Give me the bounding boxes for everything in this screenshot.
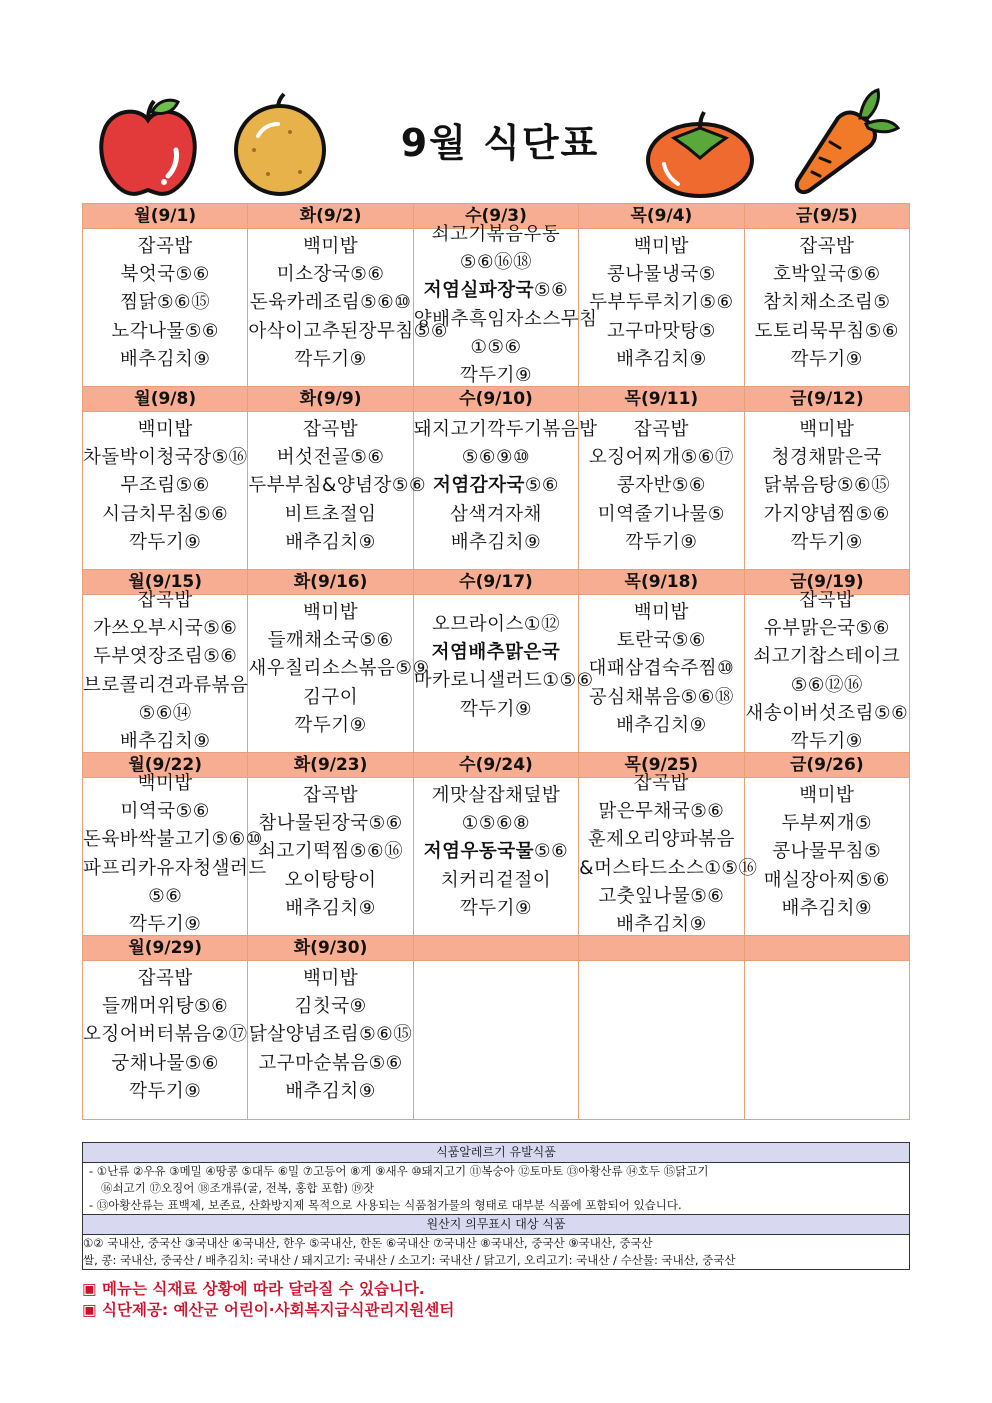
menu-item bbox=[83, 615, 247, 643]
menu-item bbox=[248, 416, 412, 444]
menu-item-name: 찜닭⑤⑥⑮ bbox=[120, 292, 211, 314]
allergy-list-1: - ①난류 ②우유 ③메밀 ④땅콩 ⑤대두 ⑥밀 ⑦고등어 ⑧게 ⑨새우 ⑩돼지고기 ⑪복숭아 ⑫토마토 ⑬아황산류 ⑭호두 ⑮닭고기 bbox=[89, 1164, 709, 1178]
week-menu-row bbox=[83, 412, 910, 570]
menu-item bbox=[83, 1050, 247, 1078]
menu-item bbox=[248, 529, 412, 557]
menu-item bbox=[248, 655, 430, 683]
menu-item bbox=[745, 346, 909, 374]
menu-item-name: 들깨머위탕⑤⑥ bbox=[102, 996, 229, 1018]
menu-item bbox=[745, 672, 909, 700]
menu-item-name: 들깨채소국⑤⑥ bbox=[267, 630, 394, 652]
menu-item-name: ⑤⑥ bbox=[148, 885, 183, 907]
menu-item bbox=[579, 416, 743, 444]
day-menu-cell bbox=[413, 778, 578, 936]
menu-item bbox=[414, 639, 578, 667]
menu-item bbox=[745, 416, 909, 444]
day-menu-cell bbox=[248, 595, 430, 753]
day-menu-cell bbox=[744, 229, 909, 387]
menu-item bbox=[579, 655, 743, 683]
menu-item bbox=[745, 782, 909, 810]
day-header: 월(9/1) bbox=[83, 204, 248, 229]
menu-item bbox=[83, 883, 247, 911]
menu-item-name: 배추김치⑨ bbox=[781, 897, 873, 919]
menu-item-name: 두부엿장조림⑤⑥ bbox=[92, 646, 238, 668]
menu-item-name: 김구이 bbox=[303, 686, 359, 708]
menu-item-name: 깍두기⑨ bbox=[129, 914, 202, 936]
day-header: 화(9/23) bbox=[248, 753, 413, 778]
menu-item bbox=[248, 712, 412, 740]
menu-item-name: 깍두기⑨ bbox=[459, 365, 533, 387]
menu-item bbox=[248, 261, 412, 289]
menu-item-name: 차돌박이청국장⑤⑯ bbox=[83, 447, 248, 469]
menu-item bbox=[745, 810, 909, 838]
menu-item-name: 궁채나물⑤⑥ bbox=[111, 1052, 220, 1074]
menu-item bbox=[745, 615, 909, 643]
page-title: 9월 식단표 bbox=[400, 121, 600, 165]
day-header: 화(9/2) bbox=[248, 204, 413, 229]
menu-item-name: 마카로니샐러드①⑤⑥ bbox=[413, 670, 594, 692]
menu-item bbox=[745, 318, 909, 346]
menu-item-name: 호박잎국⑤⑥ bbox=[772, 264, 881, 286]
menu-item-name: 백미밥 bbox=[137, 419, 193, 440]
menu-item-name: ①⑤⑥⑧ bbox=[461, 813, 531, 835]
menu-item-name: 미역국⑤⑥ bbox=[120, 801, 210, 823]
menu-item bbox=[745, 867, 909, 895]
menu-item-name: 돈육카레조림⑤⑥⑩ bbox=[249, 292, 412, 314]
menu-item-name: ⑤⑥⑯⑱ bbox=[459, 252, 533, 274]
allergy-info-box bbox=[82, 1142, 910, 1270]
provider-note: ▣ 식단제공: 예산군 어린이·사회복지급식관리지원센터 bbox=[82, 1301, 455, 1319]
menu-item bbox=[745, 587, 909, 615]
day-header: 금(9/5) bbox=[744, 204, 909, 229]
menu-item bbox=[248, 895, 412, 923]
menu-item-name: 비트초절임 bbox=[284, 503, 377, 525]
menu-item-name: 잡곡밥 bbox=[137, 236, 193, 257]
day-menu-cell bbox=[744, 961, 909, 1120]
day-header: 수(9/24) bbox=[413, 753, 578, 778]
menu-item bbox=[83, 233, 247, 261]
menu-item bbox=[83, 1021, 247, 1049]
menu-item bbox=[248, 1021, 412, 1049]
day-menu-cell bbox=[579, 412, 744, 570]
menu-item bbox=[248, 810, 412, 838]
menu-item-allergens: ⑤⑥ bbox=[534, 280, 569, 302]
menu-item bbox=[413, 667, 594, 695]
menu-item bbox=[83, 770, 247, 798]
day-menu-cell bbox=[83, 229, 248, 387]
day-menu-cell bbox=[744, 778, 909, 936]
menu-item bbox=[579, 883, 743, 911]
menu-item bbox=[248, 965, 412, 993]
day-header: 목(9/11) bbox=[579, 387, 744, 412]
menu-item bbox=[745, 289, 909, 317]
menu-item bbox=[579, 826, 743, 854]
menu-item-name: 배추김치⑨ bbox=[285, 897, 376, 919]
day-header: 금(9/26) bbox=[744, 753, 909, 778]
menu-item-name: 고구마맛탕⑤ bbox=[606, 320, 716, 342]
menu-item bbox=[414, 782, 578, 810]
day-menu-cell bbox=[413, 961, 578, 1120]
menu-item-name: 배추김치⑨ bbox=[119, 348, 211, 370]
menu-item bbox=[414, 895, 578, 923]
menu-item-name: ⑤⑥⑫⑯ bbox=[790, 674, 863, 696]
day-menu-cell bbox=[83, 590, 249, 753]
menu-item-name: 깍두기⑨ bbox=[129, 1080, 202, 1102]
menu-item bbox=[83, 261, 247, 289]
menu-item-allergens: ⑤⑥ bbox=[534, 841, 569, 863]
menu-item-name: 깍두기⑨ bbox=[294, 348, 367, 370]
day-menu-cell bbox=[579, 773, 758, 936]
carrot-icon bbox=[790, 88, 902, 198]
day-header: 월(9/22) bbox=[83, 753, 248, 778]
week-menu-row bbox=[83, 595, 910, 753]
menu-item bbox=[248, 289, 412, 317]
menu-item-name: 삼색겨자채 bbox=[450, 503, 542, 525]
allergy-list-2: ⑯쇠고기 ⑰오징어 ⑱조개류(굴, 전복, 홍합 포함) ⑲잣 bbox=[101, 1181, 375, 1195]
menu-item bbox=[83, 993, 247, 1021]
apple-icon bbox=[96, 98, 200, 198]
day-header: 월(9/8) bbox=[83, 387, 248, 412]
menu-item bbox=[414, 249, 578, 277]
day-header: 화(9/30) bbox=[248, 936, 413, 961]
menu-item bbox=[248, 1050, 412, 1078]
menu-item-name: 미역줄기나물⑤ bbox=[597, 503, 726, 525]
menu-change-note: ▣ 메뉴는 식재료 상황에 따라 달라질 수 있습니다. bbox=[82, 1280, 425, 1298]
menu-item bbox=[414, 696, 578, 724]
menu-item-name: 깍두기⑨ bbox=[459, 897, 533, 919]
menu-item-name: 시금치무침⑤⑥ bbox=[102, 503, 229, 525]
menu-item-name: 새송이버섯조림⑤⑥ bbox=[745, 702, 909, 724]
menu-item-name: 배추김치⑨ bbox=[616, 348, 707, 370]
menu-item bbox=[248, 867, 412, 895]
menu-item bbox=[745, 472, 909, 500]
menu-calendar bbox=[82, 203, 910, 1120]
menu-item-name: 치커리겉절이 bbox=[440, 869, 552, 891]
menu-item-name: 백미밥 bbox=[633, 602, 689, 623]
day-menu-cell bbox=[413, 595, 594, 753]
menu-item-name: 저염배추맑은국 bbox=[431, 642, 561, 664]
menu-item-name: 잡곡밥 bbox=[799, 236, 855, 257]
menu-item bbox=[579, 529, 743, 557]
day-menu-cell bbox=[248, 778, 413, 936]
menu-item bbox=[83, 416, 247, 444]
menu-item bbox=[414, 472, 578, 500]
menu-item bbox=[414, 221, 578, 249]
menu-item bbox=[579, 627, 743, 655]
menu-item bbox=[248, 346, 412, 374]
menu-item-name: 백미밥 bbox=[799, 785, 855, 806]
menu-item bbox=[414, 277, 578, 305]
menu-item-name: 게맛살잡채덮밥 bbox=[431, 785, 561, 806]
day-header: 수(9/3) bbox=[413, 204, 578, 229]
day-menu-cell bbox=[83, 412, 248, 570]
menu-item-name: 토란국⑤⑥ bbox=[616, 630, 707, 652]
menu-item-name: ①⑤⑥ bbox=[470, 336, 522, 358]
menu-item bbox=[248, 838, 412, 866]
menu-item-name: 깍두기⑨ bbox=[790, 731, 863, 753]
week-header-row bbox=[83, 936, 910, 961]
menu-item-name: 백미밥 bbox=[303, 968, 359, 989]
menu-item-name: 배추김치⑨ bbox=[450, 531, 542, 553]
menu-item bbox=[248, 782, 412, 810]
menu-item-name: 아삭이고추된장무침⑤⑥ bbox=[248, 320, 448, 342]
menu-item-name: 잡곡밥 bbox=[303, 785, 359, 806]
menu-item bbox=[83, 672, 247, 700]
menu-item-name: 백미밥 bbox=[303, 602, 359, 623]
day-menu-cell bbox=[83, 773, 267, 936]
menu-item bbox=[248, 444, 412, 472]
menu-item bbox=[248, 627, 412, 655]
day-menu-cell bbox=[579, 595, 744, 753]
menu-item-name: 잡곡밥 bbox=[633, 773, 689, 794]
day-header: 월(9/29) bbox=[83, 936, 248, 961]
week-header-row bbox=[83, 387, 910, 412]
menu-item-name: 쇠고기떡찜⑤⑥⑯ bbox=[258, 841, 404, 863]
menu-item-name: 닭살양념조림⑤⑥⑮ bbox=[248, 1024, 413, 1046]
menu-item-name: 잡곡밥 bbox=[799, 590, 855, 611]
menu-item-name: 깍두기⑨ bbox=[294, 714, 367, 736]
menu-item-name: 저염감자국 bbox=[432, 475, 525, 497]
menu-item-name: 오징어찌개⑤⑥⑰ bbox=[588, 447, 734, 469]
menu-item bbox=[579, 501, 743, 529]
menu-item bbox=[579, 261, 743, 289]
menu-item-name: 양배추흑임자소스무침 bbox=[413, 308, 598, 330]
menu-item-name: 두부부침&양념장⑤⑥ bbox=[248, 475, 427, 497]
menu-item bbox=[83, 501, 247, 529]
menu-item-name: ⑤⑥⑭ bbox=[138, 702, 192, 724]
menu-item bbox=[248, 599, 412, 627]
menu-item bbox=[745, 838, 909, 866]
persimmon-icon bbox=[644, 108, 756, 198]
menu-item bbox=[579, 318, 743, 346]
menu-item-name: 대패삼겹숙주찜⑩ bbox=[588, 658, 735, 680]
menu-item-name: &머스타드소스①⑤⑯ bbox=[579, 857, 758, 879]
menu-item bbox=[248, 993, 412, 1021]
day-header: 목(9/25) bbox=[579, 753, 744, 778]
menu-item bbox=[83, 643, 247, 671]
menu-item-name: 가쓰오부시국⑤⑥ bbox=[92, 618, 238, 640]
menu-item-name: 북엇국⑤⑥ bbox=[120, 264, 210, 286]
menu-item-name: 참치채소조림⑤ bbox=[763, 292, 891, 314]
day-header: 수(9/17) bbox=[413, 570, 578, 595]
origin-list-1: ①② 국내산, 중국산 ③국내산 ④국내산, 한우 ⑤국내산, 한돈 ⑥국내산 ⑦국내산 ⑧국내산, 중국산 ⑨국내산, 중국산 bbox=[83, 1236, 653, 1250]
menu-item-name: 무조림⑤⑥ bbox=[120, 475, 210, 497]
menu-item-name: 두부두루치기⑤⑥ bbox=[589, 292, 734, 314]
menu-item bbox=[248, 472, 427, 500]
menu-item-name: 고구마순볶음⑤⑥ bbox=[258, 1052, 403, 1074]
menu-item-name: 백미밥 bbox=[799, 419, 855, 440]
menu-item bbox=[579, 712, 743, 740]
day-menu-cell bbox=[83, 961, 248, 1120]
menu-item-name: 도토리묵무침⑤⑥ bbox=[754, 320, 899, 342]
menu-item-name: 훈제오리양파볶음 bbox=[587, 829, 735, 851]
menu-item bbox=[745, 529, 909, 557]
menu-item-name: 맑은무채국⑤⑥ bbox=[598, 801, 725, 823]
menu-item-name: 미소장국⑤⑥ bbox=[276, 264, 385, 286]
menu-item bbox=[579, 855, 758, 883]
menu-item bbox=[745, 501, 909, 529]
origin-heading: 원산지 의무표시 대상 식품 bbox=[83, 1214, 909, 1235]
menu-item-name: 백미밥 bbox=[633, 236, 689, 257]
menu-item-name: 백미밥 bbox=[137, 773, 193, 794]
menu-item-name: 배추김치⑨ bbox=[616, 714, 707, 736]
menu-item-name: 저염실파장국 bbox=[423, 280, 534, 302]
menu-item-name: 돈육바싹불고기⑤⑥⑩ bbox=[83, 829, 263, 851]
menu-item bbox=[83, 529, 247, 557]
menu-item-name: 깍두기⑨ bbox=[790, 531, 863, 553]
menu-item bbox=[83, 855, 267, 883]
menu-item-name: 가지양념찜⑤⑥ bbox=[763, 503, 890, 525]
menu-item bbox=[414, 867, 578, 895]
menu-item-name: 깍두기⑨ bbox=[129, 531, 202, 553]
day-header: 목(9/18) bbox=[579, 570, 744, 595]
menu-item-name: 깍두기⑨ bbox=[790, 348, 863, 370]
menu-item bbox=[579, 233, 743, 261]
menu-item bbox=[83, 826, 263, 854]
week-menu-row bbox=[83, 778, 910, 936]
menu-item-name: 오므라이스①⑫ bbox=[432, 614, 560, 635]
menu-item-name: 잡곡밥 bbox=[633, 419, 689, 440]
menu-item-name: 콩나물무침⑤ bbox=[772, 841, 882, 863]
menu-item-name: 새우칠리소스볶음⑤⑨ bbox=[248, 658, 430, 680]
menu-item bbox=[414, 501, 578, 529]
day-header: 금(9/19) bbox=[744, 570, 909, 595]
menu-item bbox=[579, 684, 743, 712]
menu-item-name: 유부맑은국⑤⑥ bbox=[763, 618, 890, 640]
pear-icon bbox=[228, 92, 332, 198]
week-menu-row bbox=[83, 229, 910, 387]
menu-item-name: 고춧잎나물⑤⑥ bbox=[598, 885, 725, 907]
menu-item-name: 두부찌개⑤ bbox=[781, 813, 873, 835]
day-menu-cell bbox=[413, 224, 598, 387]
menu-item-name: 노각나물⑤⑥ bbox=[111, 320, 220, 342]
page-header bbox=[0, 0, 992, 200]
day-header: 화(9/16) bbox=[248, 570, 413, 595]
menu-item bbox=[745, 643, 909, 671]
week-menu-row bbox=[83, 961, 910, 1120]
menu-item-name: 파프리카유자청샐러드 bbox=[83, 857, 267, 879]
day-menu-cell bbox=[248, 412, 427, 570]
menu-item bbox=[414, 529, 578, 557]
menu-item bbox=[83, 965, 247, 993]
menu-item-name: 백미밥 bbox=[303, 236, 359, 257]
menu-item bbox=[248, 233, 412, 261]
menu-item-name: 참나물된장국⑤⑥ bbox=[258, 813, 403, 835]
menu-item bbox=[579, 770, 743, 798]
menu-item bbox=[579, 472, 743, 500]
menu-item bbox=[83, 289, 247, 317]
allergy-sulfite-note: - ⑬아황산류는 표백제, 보존료, 산화방지제 목적으로 사용되는 식품첨가물의 형태로 대부분 식품에 포함되어 있습니다. bbox=[89, 1198, 682, 1212]
menu-item bbox=[414, 838, 578, 866]
day-header: 월(9/15) bbox=[83, 570, 248, 595]
menu-item-name: 공심채볶음⑤⑥⑱ bbox=[588, 686, 734, 708]
menu-item bbox=[83, 587, 247, 615]
menu-item bbox=[248, 318, 448, 346]
menu-item-name: 쇠고기볶음우동 bbox=[431, 224, 561, 245]
day-menu-cell bbox=[579, 229, 744, 387]
menu-item bbox=[414, 611, 578, 639]
menu-item-name: 청경채맑은국 bbox=[771, 447, 882, 469]
day-menu-cell bbox=[744, 412, 909, 570]
menu-item-name: 닭볶음탕⑤⑥⑮ bbox=[763, 475, 891, 497]
day-header: 금(9/12) bbox=[744, 387, 909, 412]
day-header bbox=[744, 936, 909, 961]
menu-item bbox=[413, 306, 598, 334]
menu-item bbox=[745, 444, 909, 472]
menu-item bbox=[413, 416, 598, 444]
menu-item-name: 쇠고기찹스테이크 bbox=[753, 646, 901, 668]
menu-item-name: 돼지고기깍두기볶음밥 bbox=[413, 419, 598, 440]
menu-item bbox=[83, 1078, 247, 1106]
menu-item bbox=[83, 472, 247, 500]
menu-item-name: 깍두기⑨ bbox=[625, 531, 698, 553]
menu-item bbox=[579, 798, 743, 826]
menu-item bbox=[248, 684, 412, 712]
menu-item bbox=[745, 261, 909, 289]
menu-item-name: 브로콜리견과류볶음 bbox=[83, 674, 249, 696]
menu-item bbox=[83, 444, 247, 472]
day-header: 수(9/10) bbox=[413, 387, 578, 412]
menu-item-name: 잡곡밥 bbox=[303, 419, 359, 440]
menu-item bbox=[414, 444, 578, 472]
menu-item bbox=[745, 700, 909, 728]
menu-item bbox=[248, 1078, 412, 1106]
menu-item-name: 오이탕탕이 bbox=[284, 869, 377, 891]
menu-item-name: 잡곡밥 bbox=[137, 968, 193, 989]
menu-item-name: 잡곡밥 bbox=[137, 590, 193, 611]
menu-item bbox=[745, 895, 909, 923]
menu-item-name: 오징어버터볶음②⑰ bbox=[83, 1024, 248, 1046]
day-menu-cell bbox=[744, 590, 909, 753]
day-menu-cell bbox=[248, 961, 413, 1120]
menu-item-name: 저염우동국물 bbox=[423, 841, 534, 863]
day-header: 화(9/9) bbox=[248, 387, 413, 412]
menu-item bbox=[83, 798, 247, 826]
day-header: 목(9/4) bbox=[579, 204, 744, 229]
menu-item bbox=[83, 346, 247, 374]
menu-item-name: 콩자반⑤⑥ bbox=[616, 475, 707, 497]
menu-item-name: 배추김치⑨ bbox=[119, 731, 211, 753]
origin-list-2: 쌀, 콩: 국내산, 중국산 / 배추김치: 국내산 / 돼지고기: 국내산 / 소고기: 국내산 / 닭고기, 오리고기: 국내산 / 수산물: 국내산, 중국산 bbox=[83, 1253, 736, 1267]
menu-item-name: 배추김치⑨ bbox=[285, 1080, 376, 1102]
day-menu-cell bbox=[413, 412, 598, 570]
menu-item bbox=[83, 700, 247, 728]
menu-item bbox=[579, 289, 743, 317]
day-menu-cell bbox=[248, 229, 448, 387]
menu-item-name: 배추김치⑨ bbox=[616, 914, 707, 936]
menu-item bbox=[579, 599, 743, 627]
menu-item bbox=[83, 318, 247, 346]
menu-item bbox=[579, 444, 743, 472]
menu-item-name: 김칫국⑨ bbox=[294, 996, 367, 1018]
menu-item-name: 버섯전골⑤⑥ bbox=[276, 447, 385, 469]
allergy-heading: 식품알레르기 유발식품 bbox=[83, 1143, 909, 1163]
menu-item-name: 콩나물냉국⑤ bbox=[606, 264, 716, 286]
menu-item bbox=[579, 346, 743, 374]
day-header bbox=[413, 936, 578, 961]
menu-item-name: 깍두기⑨ bbox=[459, 698, 533, 720]
day-menu-cell bbox=[579, 961, 744, 1120]
menu-item bbox=[414, 810, 578, 838]
menu-item bbox=[745, 233, 909, 261]
menu-item-allergens: ⑤⑥ bbox=[524, 475, 559, 497]
menu-item-name: ⑤⑥⑨⑩ bbox=[461, 447, 531, 469]
menu-item-name: 배추김치⑨ bbox=[285, 531, 376, 553]
menu-item-name: 매실장아찌⑤⑥ bbox=[763, 869, 890, 891]
menu-item bbox=[248, 501, 412, 529]
day-header bbox=[579, 936, 744, 961]
